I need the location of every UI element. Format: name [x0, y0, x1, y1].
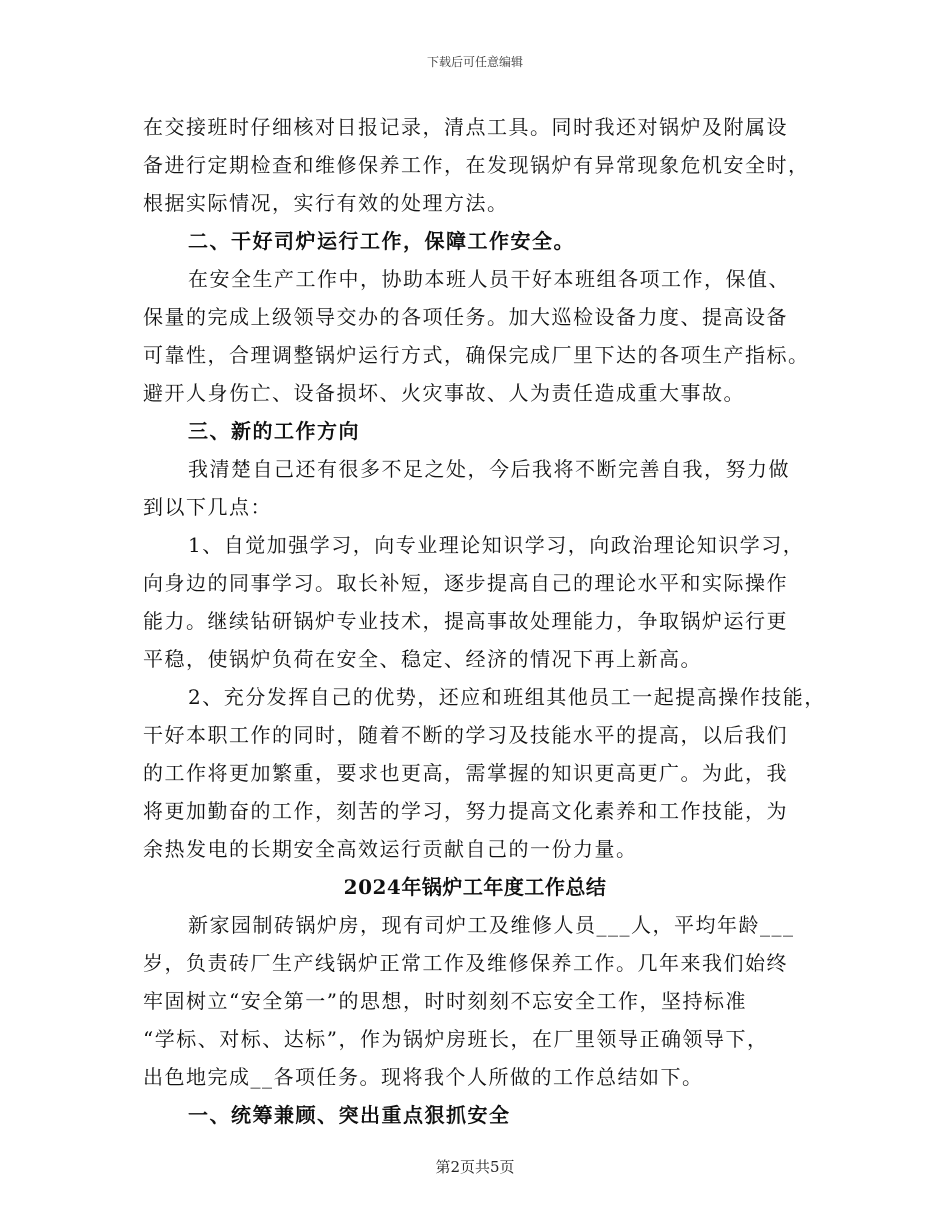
body-line: 我清楚自己还有很多不足之处，今后我将不断完善自我，努力做: [188, 457, 790, 481]
body-line: 将更加勤奋的工作，刻苦的学习，努力提高文化素养和工作技能，为: [143, 799, 788, 823]
body-line: 出色地完成__各项任务。现将我个人所做的工作总结如下。: [143, 1065, 704, 1089]
body-line: 干好本职工作的同时，随着不断的学习及技能水平的提高，以后我们: [143, 723, 788, 747]
document-title: 2024年锅炉工年度工作总结: [343, 875, 607, 899]
body-line: 向身边的同事学习。取长补短，逐步提高自己的理论水平和实际操作: [143, 571, 788, 595]
page-header: 下载后可任意编辑: [426, 55, 523, 69]
body-line: 在交接班时仔细核对日报记录，清点工具。同时我还对锅炉及附属设: [143, 115, 788, 139]
section-heading: 三、新的工作方向: [188, 419, 360, 443]
body-line: 能力。继续钻研锅炉专业技术，提高事故处理能力，争取锅炉运行更: [143, 609, 788, 633]
section-heading: 二、干好司炉运行工作，保障工作安全。: [188, 229, 575, 253]
body-line: 备进行定期检查和维修保养工作，在发现锅炉有异常现象危机安全时，: [143, 153, 810, 177]
body-line: 可靠性，合理调整锅炉运行方式，确保完成厂里下达的各项生产指标。: [143, 343, 810, 367]
body-line: “学标、对标、达标”，作为锅炉房班长，在厂里领导正确领导下，: [143, 1027, 769, 1051]
body-line: 根据实际情况，实行有效的处理方法。: [143, 191, 509, 215]
body-line: 避开人身伤亡、设备损坏、火灾事故、人为责任造成重大事故。: [143, 381, 745, 405]
body-line: 1、自觉加强学习，向专业理论知识学习，向政治理论知识学习，: [188, 533, 805, 557]
body-line: 余热发电的长期安全高效运行贡献自己的一份力量。: [143, 837, 638, 861]
body-line: 牢固树立“安全第一”的思想，时时刻刻不忘安全工作，坚持标准: [143, 989, 747, 1013]
page-number: 第2页共5页: [435, 1158, 515, 1176]
body-line: 保量的完成上级领导交办的各项任务。加大巡检设备力度、提高设备: [143, 305, 788, 329]
body-line: 岁，负责砖厂生产线锅炉正常工作及维修保养工作。几年来我们始终: [143, 951, 788, 975]
body-line: 2、充分发挥自己的优势，还应和班组其他员工一起提高操作技能，: [188, 685, 826, 709]
body-line: 到以下几点：: [143, 495, 272, 519]
section-heading: 一、统筹兼顾、突出重点狠抓安全: [188, 1103, 511, 1127]
body-line: 在安全生产工作中，协助本班人员干好本班组各项工作，保值、: [188, 267, 790, 291]
body-line: 的工作将更加繁重，要求也更高，需掌握的知识更高更广。为此，我: [143, 761, 788, 785]
body-line: 新家园制砖锅炉房，现有司炉工及维修人员___人，平均年龄___: [188, 913, 795, 937]
body-line: 平稳，使锅炉负荷在安全、稳定、经济的情况下再上新高。: [143, 647, 702, 671]
